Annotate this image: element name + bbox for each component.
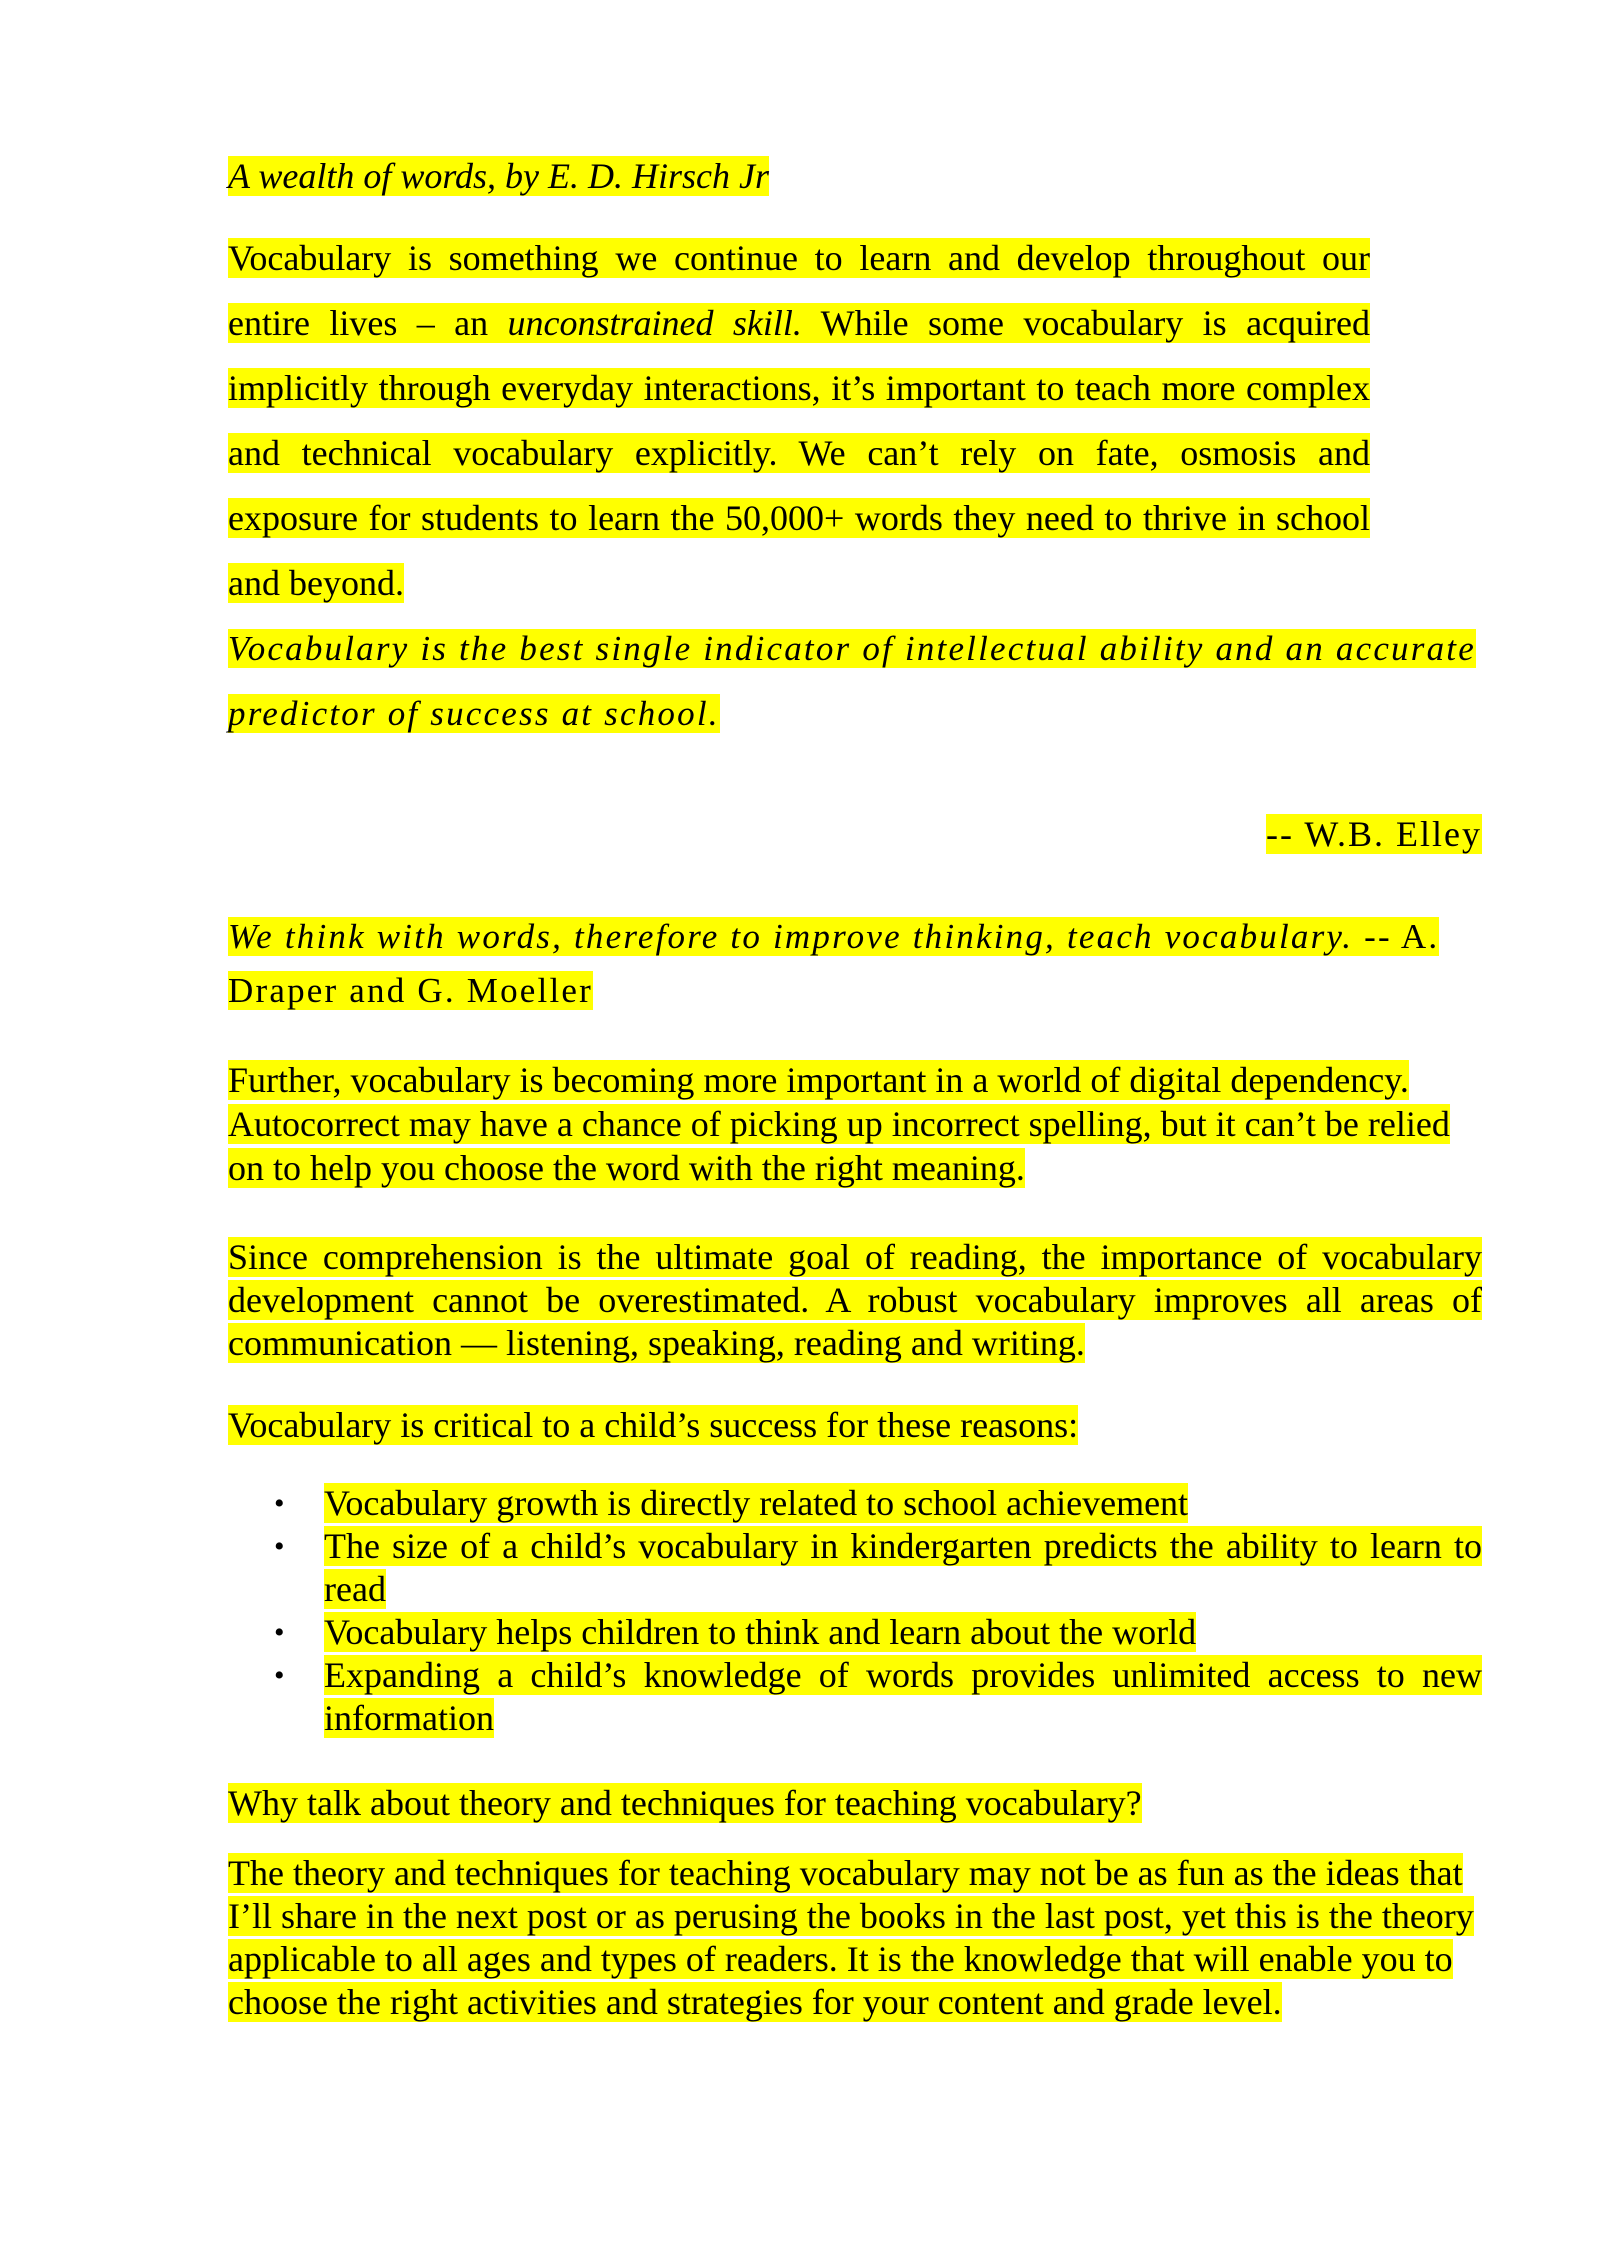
elley-quote (228, 616, 1482, 746)
intro-text-start: Vocabulary is something we continue to learn and develop throughout our entire lives – an (228, 238, 1370, 343)
list-item-text: Expanding a child’s knowledge of words provides unlimited access to new information (324, 1655, 1482, 1738)
draper-moeller-attribution: -- A. Draper and G. Moeller (228, 917, 1440, 1010)
digital-dependency-paragraph (228, 1058, 1482, 1190)
bullet-icon: • (274, 1530, 285, 1563)
bullet-icon: • (274, 1659, 285, 1692)
comprehension-paragraph (228, 1236, 1482, 1365)
intro-text-end: While some vocabulary is acquired implicitly through everyday interactions, it’s important to teach more complex and technical vocabulary explicitly. We can’t rely on fate, osmosis and exposure for students to learn the 50,000+ words they need to thrive in school and beyond. (228, 303, 1370, 603)
document-title (228, 150, 1482, 202)
elley-attribution-text: -- W.B. Elley (1266, 814, 1482, 854)
list-item (270, 1611, 1482, 1654)
list-item-text: Vocabulary helps children to think and learn about the world (324, 1612, 1197, 1652)
elley-attribution (1266, 808, 1482, 860)
reasons-intro (228, 1404, 1482, 1447)
list-item (270, 1525, 1482, 1611)
bullet-icon: • (274, 1616, 285, 1649)
document-title-text: A wealth of words, by E. D. Hirsch Jr (228, 156, 769, 196)
digital-dependency-text: Further, vocabulary is becoming more important in a world of digital dependency. Autocorrect may have a chance of picking up incorrect spelling, but it can’t be relied on to help you choose the word with the right meaning. (228, 1060, 1450, 1188)
intro-paragraph (228, 226, 1370, 616)
draper-moeller-quote (228, 910, 1468, 1018)
list-item-text: The size of a child’s vocabulary in kindergarten predicts the ability to learn to read (324, 1526, 1482, 1609)
list-item-text: Vocabulary growth is directly related to school achievement (324, 1483, 1189, 1523)
list-item (270, 1482, 1482, 1525)
intro-emphasis: unconstrained skill. (507, 303, 802, 343)
draper-moeller-quote-text: We think with words, therefore to improve thinking, teach vocabulary. (228, 917, 1354, 956)
why-heading (228, 1782, 1482, 1825)
why-heading-text: Why talk about theory and techniques for teaching vocabulary? (228, 1783, 1142, 1823)
reasons-list (270, 1482, 1482, 1740)
reasons-intro-text: Vocabulary is critical to a child’s success for these reasons: (228, 1405, 1079, 1445)
comprehension-text: Since comprehension is the ultimate goal of reading, the importance of vocabulary development cannot be overestimated. A robust vocabulary improves all areas of communication — listening, speaking, reading and writing. (228, 1237, 1482, 1363)
bullet-icon: • (274, 1487, 285, 1520)
theory-text: The theory and techniques for teaching vocabulary may not be as fun as the ideas that I’ll share in the next post or as perusing the books in the last post, yet this is the theory applicable to all ages and types of readers. It is the knowledge that will enable you to choose the right activities and strategies for your content and grade level. (228, 1853, 1474, 2022)
list-item (270, 1654, 1482, 1740)
theory-paragraph (228, 1852, 1482, 2024)
elley-quote-text: Vocabulary is the best single indicator of intellectual ability and an accurate predictor of success at school. (228, 629, 1476, 733)
